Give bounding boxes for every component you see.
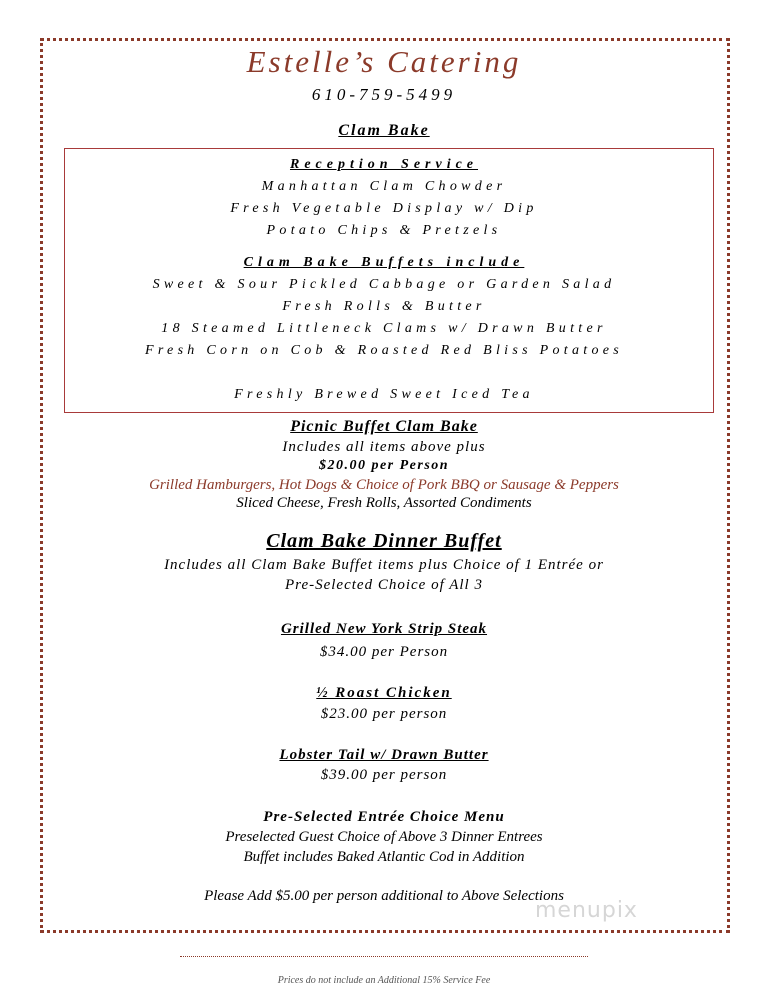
entree-price: $34.00 per Person [319,644,449,660]
entree-price: $39.00 per person [320,767,448,783]
footer-divider [180,956,588,957]
reception-item: Manhattan Clam Chowder [261,179,507,194]
phone-number: 610-759-5499 [311,85,457,104]
service-fee-note: Prices do not include an Additional 15% Service Fee [277,975,491,986]
reception-item: Fresh Vegetable Display w/ Dip [230,201,538,216]
buffet-beverage: Freshly Brewed Sweet Iced Tea [234,387,534,402]
entree-name: Lobster Tail w/ Drawn Butter [279,747,489,763]
picnic-price: $20.00 per Person [318,458,450,473]
picnic-extras-condiments: Sliced Cheese, Fresh Rolls, Assorted Condiments [236,495,532,511]
reception-item: Potato Chips & Pretzels [266,223,502,238]
business-name: Estelle’s Catering [246,44,522,79]
buffets-heading: Clam Bake Buffets include [243,255,525,270]
preselect-heading: Pre-Selected Entrée Choice Menu [263,809,505,825]
picnic-includes: Includes all items above plus [282,439,486,455]
buffet-item: Fresh Rolls & Butter [282,299,486,314]
section-title: Clam Bake [338,122,430,139]
preselect-description: Preselected Guest Choice of Above 3 Dinner Entrees [225,829,543,845]
additional-charge-note: Please Add $5.00 per person additional to Above Selections [204,888,564,904]
dinner-description-choice: Pre-Selected Choice of All 3 [285,577,483,593]
buffet-item: Fresh Corn on Cob & Roasted Red Bliss Potatoes [144,343,624,358]
picnic-extras: Grilled Hamburgers, Hot Dogs & Choice of Pork BBQ or Sausage & Peppers [149,477,619,493]
buffet-item: 18 Steamed Littleneck Clams w/ Drawn Butter [161,321,607,336]
reception-heading: Reception Service [289,157,479,172]
dinner-heading: Clam Bake Dinner Buffet [266,530,502,552]
entree-price: $23.00 per person [320,706,448,722]
entree-name: ½ Roast Chicken [316,685,452,701]
buffet-item: Sweet & Sour Pickled Cabbage or Garden Salad [152,277,616,292]
preselect-cod-note: Buffet includes Baked Atlantic Cod in Addition [243,849,525,865]
dinner-description: Includes all Clam Bake Buffet items plus Choice of 1 Entrée or [164,557,604,573]
picnic-heading: Picnic Buffet Clam Bake [290,418,478,435]
entree-name: Grilled New York Strip Steak [280,621,488,637]
menupix-watermark: menupix [535,898,638,923]
